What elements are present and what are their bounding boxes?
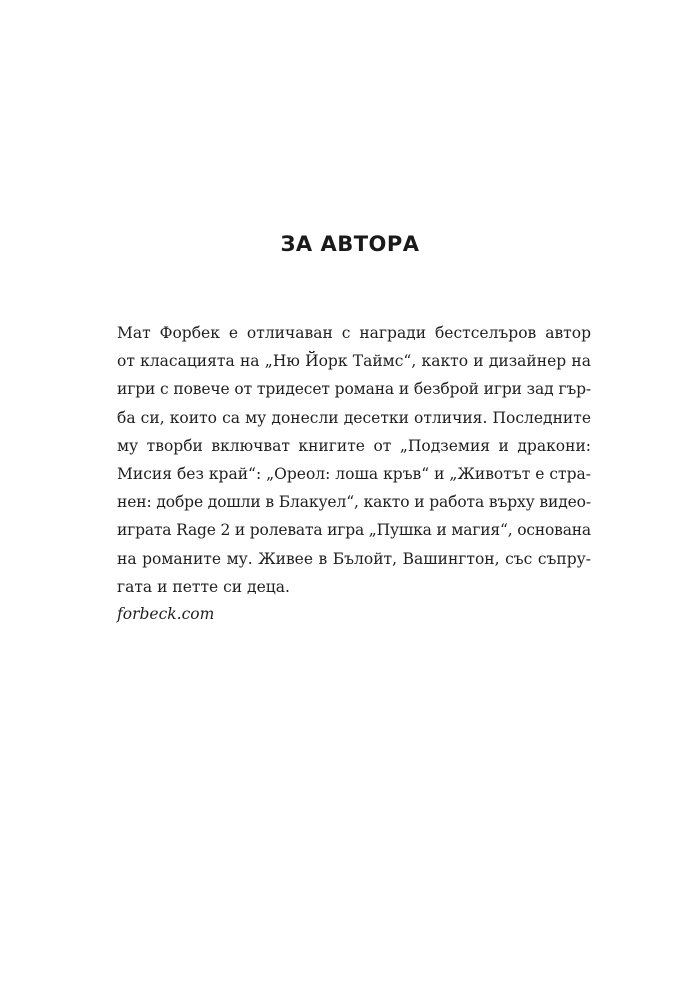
bio-line: Мат Форбек е отличаван с награди бестселъров автор <box>117 324 591 342</box>
author-website: forbeck.com <box>117 605 215 623</box>
bio-line: ба си, които са му донесли десетки отличия. Последните <box>117 408 591 427</box>
bio-line: на романите му. Живее в Бълойт, Вашингтон, със съпру- <box>117 549 591 568</box>
section-heading: ЗА АВТОРА <box>280 232 420 256</box>
bio-line: играта Rage 2 и ролевата игра „Пушка и магия“, основана <box>117 521 591 540</box>
author-bio <box>117 319 591 601</box>
bio-line: игри с повече от тридесет романа и безброй игри зад гър- <box>117 380 591 399</box>
bio-line: от класацията на „Ню Йорк Таймс“, както и дизайнер на <box>117 352 591 371</box>
bio-line: гата и петте си деца. <box>117 577 290 596</box>
bio-line: нен: добре дошли в Блакуел“, както и работа върху видео- <box>117 493 591 512</box>
bio-line: му творби включват книгите от „Подземия и дракони: <box>117 436 591 455</box>
bio-line: Мисия без край“: „Ореол: лоша кръв“ и „Животът е стра- <box>117 465 591 484</box>
